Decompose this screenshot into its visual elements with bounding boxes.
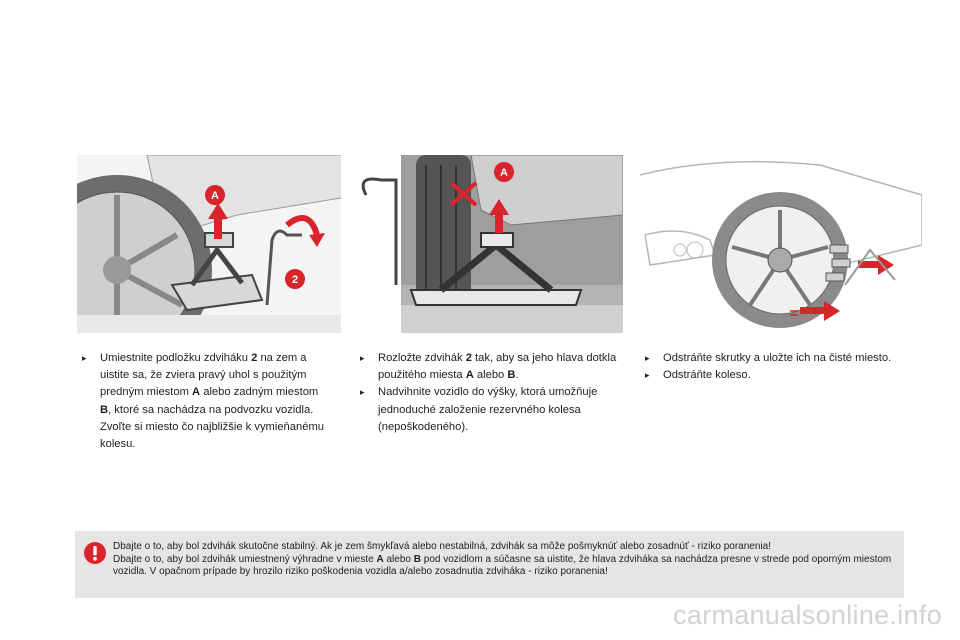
instruction-text: Odstráňte skrutky a uložte ich na čisté miesto. — [663, 352, 892, 364]
watermark: carmanualsonline.info — [673, 600, 942, 630]
instruction-column-1 — [82, 350, 332, 453]
instruction-item — [645, 350, 900, 367]
warning-line-2: Dbajte o to, aby bol zdvihák umiestnený výhradne v mieste A alebo B pod vozidlom a súčasne sa uistite, že hlava zdviháka sa nachádza presne v strede pod oporným miestom vozidla. V opačnom prípade by hrozilo riziko poškodenia vozidla a/alebo zosadnutia zdviháka - riziko poranenia! — [113, 553, 892, 578]
warning-text — [113, 541, 893, 579]
illustration-remove-bolts — [640, 155, 922, 333]
warning-line-1: Dbajte o to, aby bol zdvihák skutočne stabilný. Ak je zem šmykľavá alebo nestabilná, zdvihák sa môže pošmyknúť alebo zosadnúť - riziko poranenia! — [113, 541, 771, 552]
instruction-text: Nadvihnite vozidlo do výšky, ktorá umožňuje jednoduché založenie rezervného kolesa (nepoškodeného). — [378, 386, 598, 433]
instruction-column-3 — [645, 350, 900, 384]
warning-icon — [83, 541, 107, 565]
instruction-text: Rozložte zdvihák 2 tak, aby sa jeho hlava dotkla použitého miesta A alebo B. — [378, 352, 617, 382]
bullet-icon: ▸ — [645, 353, 650, 363]
illustration-jack-raising — [341, 155, 623, 333]
instruction-item — [82, 350, 332, 453]
instruction-item — [360, 384, 625, 436]
instruction-column-2 — [360, 350, 625, 436]
instruction-text: Umiestnite podložku zdviháku 2 na zem a uistite sa, že zviera pravý uhol s použitým predným miestom A alebo zadným miestom B, ktoré sa nachádza na podvozku vozidla. Zvoľte si miesto čo najbližšie k vymieňanému kolesu. — [100, 352, 324, 451]
warning-box — [75, 531, 904, 598]
callout-a-label: A — [500, 167, 508, 179]
bullet-icon: ▸ — [360, 387, 365, 398]
illustration-jack-placement — [77, 155, 359, 333]
bullet-icon: ▸ — [82, 353, 87, 363]
instruction-item — [645, 367, 900, 384]
callout-2-label: 2 — [291, 274, 299, 286]
instruction-item — [360, 350, 625, 384]
instruction-text: Odstráňte koleso. — [663, 369, 751, 382]
bullet-icon: ▸ — [360, 353, 365, 363]
callout-a-label: A — [211, 190, 219, 202]
bullet-icon: ▸ — [645, 370, 650, 381]
